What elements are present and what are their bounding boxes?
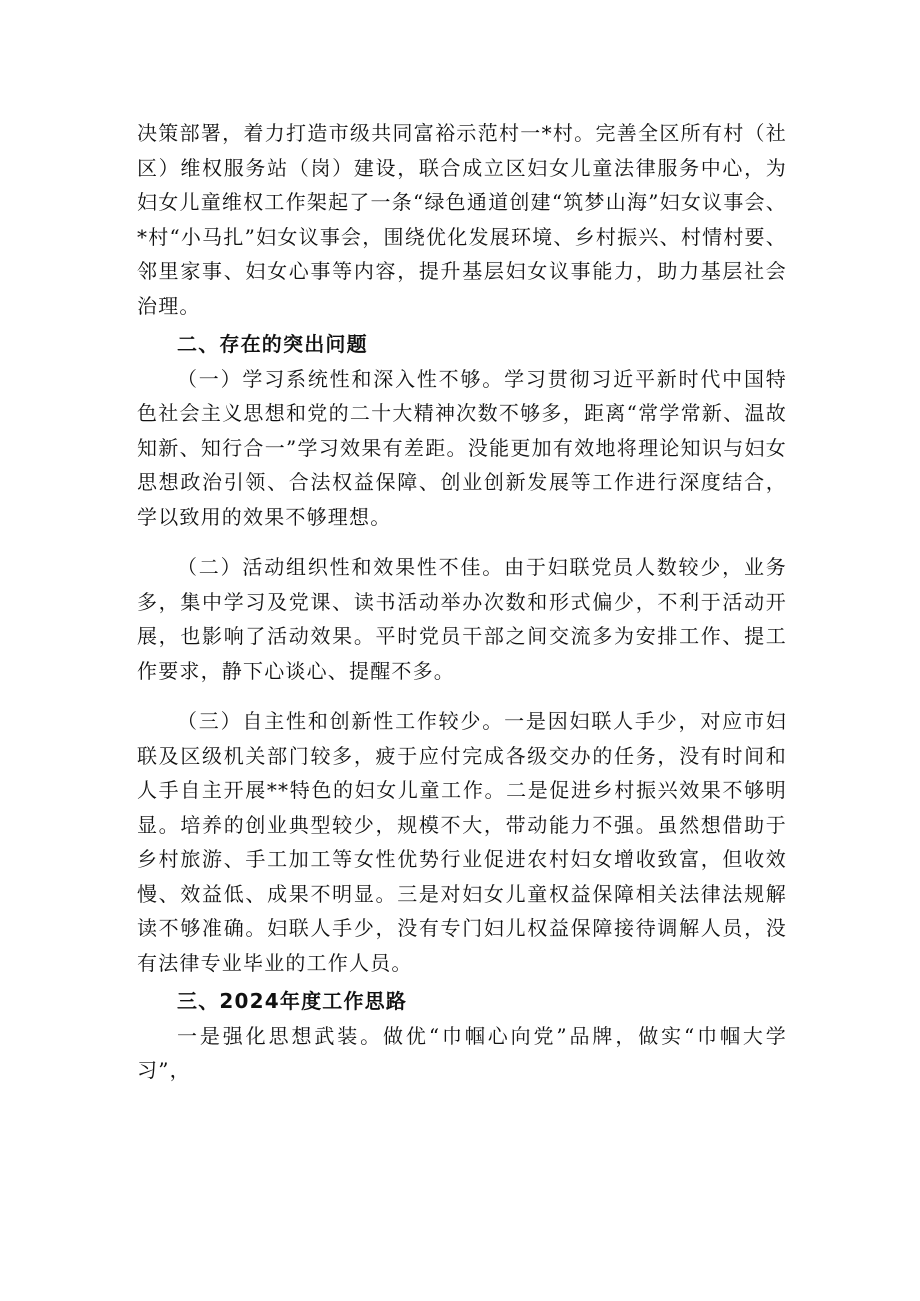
paragraph-problem-3: （三）自主性和创新性工作较少。一是因妇联人手少，对应市妇联及区级机关部门较多，疲于应付完成各级交办的任务，没有时间和人手自主开展**特色的妇女儿童工作。二是促进乡村振兴效果不够明显。培养的创业典型较少，规模不大，带动能力不强。虽然想借助于乡村旅游、手工加工等女性优势行业促进农村妇女增收致富，但收效慢、效益低、成果不明显。三是对妇女儿童权益保障相关法律法规解读不够准确。妇联人手少，没有专门妇儿权益保障接待调解人员，没有法律专业毕业的工作人员。 <box>137 709 787 975</box>
paragraph-problem-1: （一）学习系统性和深入性不够。学习贯彻习近平新时代中国特色社会主义思想和党的二十大精神次数不够多，距离“常学常新、温故知新、知行合一”学习效果有差距。没能更加有效地将理论知识与妇女思想政治引领、合法权益保障、创业创新发展等工作进行深度结合，学以致用的效果不够理想。 <box>137 366 787 529</box>
paragraph-continuation: 决策部署，着力打造市级共同富裕示范村一*村。完善全区所有村（社区）维权服务站（岗）建设，联合成立区妇女儿童法律服务中心，为妇女儿童维权工作架起了一条“绿色通道创建“筑梦山海”妇女议事会、*村“小马扎”妇女议事会，围绕优化发展环境、乡村振兴、村情村要、邻里家事、妇女心事等内容，提升基层妇女议事能力，助力基层社会治理。 <box>137 121 787 318</box>
paragraph-problem-2: （二）活动组织性和效果性不佳。由于妇联党员人数较少，业务多，集中学习及党课、读书活动举办次数和形式偏少，不利于活动开展，也影响了活动效果。平时党员干部之间交流多为安排工作、提工作要求，静下心谈心、提醒不多。 <box>137 555 787 683</box>
document-body <box>137 116 787 1088</box>
paragraph-plan-1: 一是强化思想武装。做优“巾帼心向党”品牌，做实“巾帼大学习”， <box>137 1023 787 1082</box>
section-heading-problems: 二、存在的突出问题 <box>177 332 368 356</box>
section-heading-work-plan: 三、2024年度工作思路 <box>177 989 408 1013</box>
